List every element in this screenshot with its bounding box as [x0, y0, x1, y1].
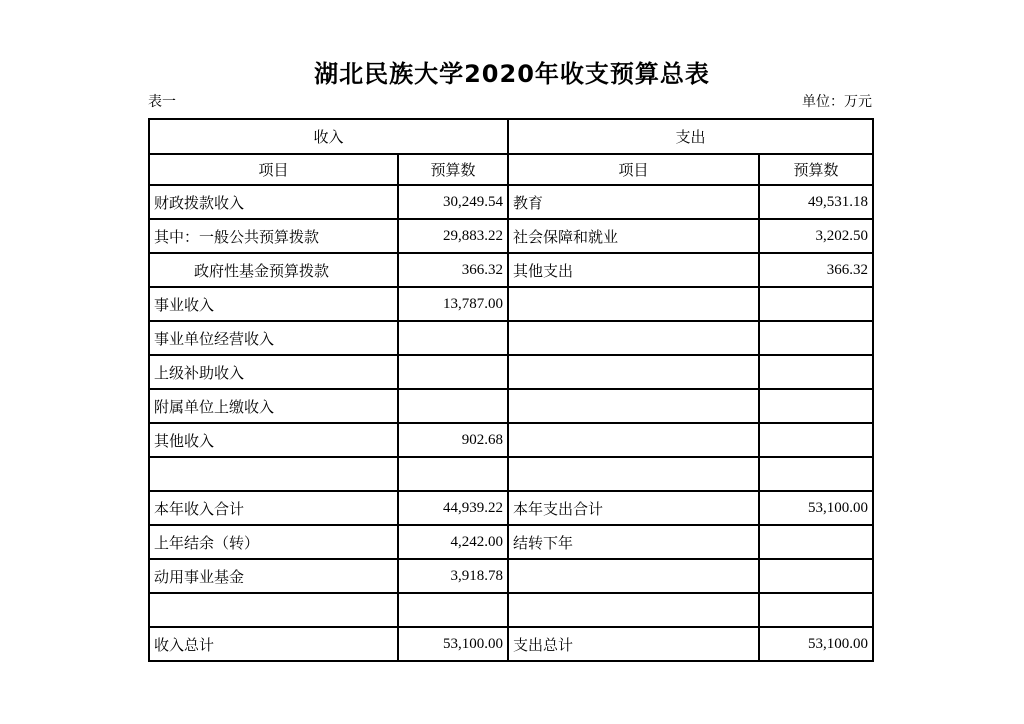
expense-value-cell	[759, 321, 873, 355]
budget-table	[148, 118, 874, 662]
expense-value-cell	[759, 593, 873, 627]
table-row	[149, 185, 873, 219]
expense-value-cell: 49,531.18	[759, 185, 873, 219]
income-value-cell: 44,939.22	[398, 491, 508, 525]
income-value-cell: 30,249.54	[398, 185, 508, 219]
expense-section-header: 支出	[508, 119, 873, 154]
expense-item-cell	[508, 355, 759, 389]
expense-value-cell	[759, 355, 873, 389]
expense-value-cell	[759, 457, 873, 491]
budget-table-body	[149, 185, 873, 661]
expense-value-cell: 3,202.50	[759, 219, 873, 253]
income-item-cell: 事业收入	[149, 287, 398, 321]
income-budget-header: 预算数	[398, 154, 508, 185]
income-value-cell: 902.68	[398, 423, 508, 457]
expense-item-cell	[508, 423, 759, 457]
income-value-cell: 366.32	[398, 253, 508, 287]
income-item-cell	[149, 457, 398, 491]
budget-table-head	[149, 119, 873, 185]
table-row	[149, 219, 873, 253]
expense-item-cell	[508, 457, 759, 491]
expense-value-cell	[759, 423, 873, 457]
expense-budget-header: 预算数	[759, 154, 873, 185]
income-item-cell: 动用事业基金	[149, 559, 398, 593]
section-header-row	[149, 119, 873, 154]
expense-value-cell: 366.32	[759, 253, 873, 287]
table-row	[149, 355, 873, 389]
income-item-cell: 财政拨款收入	[149, 185, 398, 219]
expense-item-cell: 教育	[508, 185, 759, 219]
income-item-cell: 政府性基金预算拨款	[149, 253, 398, 287]
income-value-cell: 29,883.22	[398, 219, 508, 253]
income-item-cell: 收入总计	[149, 627, 398, 661]
expense-value-cell	[759, 389, 873, 423]
income-item-cell: 其中：一般公共预算拨款	[149, 219, 398, 253]
expense-item-cell: 支出总计	[508, 627, 759, 661]
income-item-cell: 本年收入合计	[149, 491, 398, 525]
income-value-cell	[398, 593, 508, 627]
income-item-cell	[149, 593, 398, 627]
expense-item-cell: 社会保障和就业	[508, 219, 759, 253]
income-value-cell	[398, 389, 508, 423]
expense-item-cell	[508, 287, 759, 321]
table-row	[149, 593, 873, 627]
income-item-cell: 附属单位上缴收入	[149, 389, 398, 423]
income-value-cell	[398, 321, 508, 355]
table-row	[149, 627, 873, 661]
table-row	[149, 559, 873, 593]
expense-value-cell: 53,100.00	[759, 627, 873, 661]
income-value-cell: 4,242.00	[398, 525, 508, 559]
income-value-cell	[398, 355, 508, 389]
table-row	[149, 321, 873, 355]
income-item-cell: 其他收入	[149, 423, 398, 457]
table-row	[149, 491, 873, 525]
income-value-cell: 53,100.00	[398, 627, 508, 661]
table-row	[149, 423, 873, 457]
table-label: 表一	[148, 95, 176, 110]
table-row	[149, 457, 873, 491]
income-item-header: 项目	[149, 154, 398, 185]
table-row	[149, 287, 873, 321]
expense-item-cell	[508, 559, 759, 593]
unit-label: 单位：万元	[802, 95, 872, 110]
table-row	[149, 253, 873, 287]
page-title: 湖北民族大学2020年收支预算总表	[314, 60, 710, 88]
expense-item-cell	[508, 389, 759, 423]
expense-item-header: 项目	[508, 154, 759, 185]
expense-value-cell	[759, 287, 873, 321]
expense-item-cell	[508, 593, 759, 627]
expense-item-cell: 本年支出合计	[508, 491, 759, 525]
income-value-cell: 13,787.00	[398, 287, 508, 321]
table-row	[149, 525, 873, 559]
expense-item-cell: 其他支出	[508, 253, 759, 287]
income-item-cell: 事业单位经营收入	[149, 321, 398, 355]
expense-item-cell: 结转下年	[508, 525, 759, 559]
income-value-cell: 3,918.78	[398, 559, 508, 593]
table-meta-row	[148, 91, 872, 111]
expense-value-cell	[759, 559, 873, 593]
expense-item-cell	[508, 321, 759, 355]
expense-value-cell: 53,100.00	[759, 491, 873, 525]
income-item-cell: 上级补助收入	[149, 355, 398, 389]
table-row	[149, 389, 873, 423]
expense-value-cell	[759, 525, 873, 559]
income-value-cell	[398, 457, 508, 491]
income-item-cell: 上年结余（转）	[149, 525, 398, 559]
column-header-row	[149, 154, 873, 185]
income-section-header: 收入	[149, 119, 508, 154]
